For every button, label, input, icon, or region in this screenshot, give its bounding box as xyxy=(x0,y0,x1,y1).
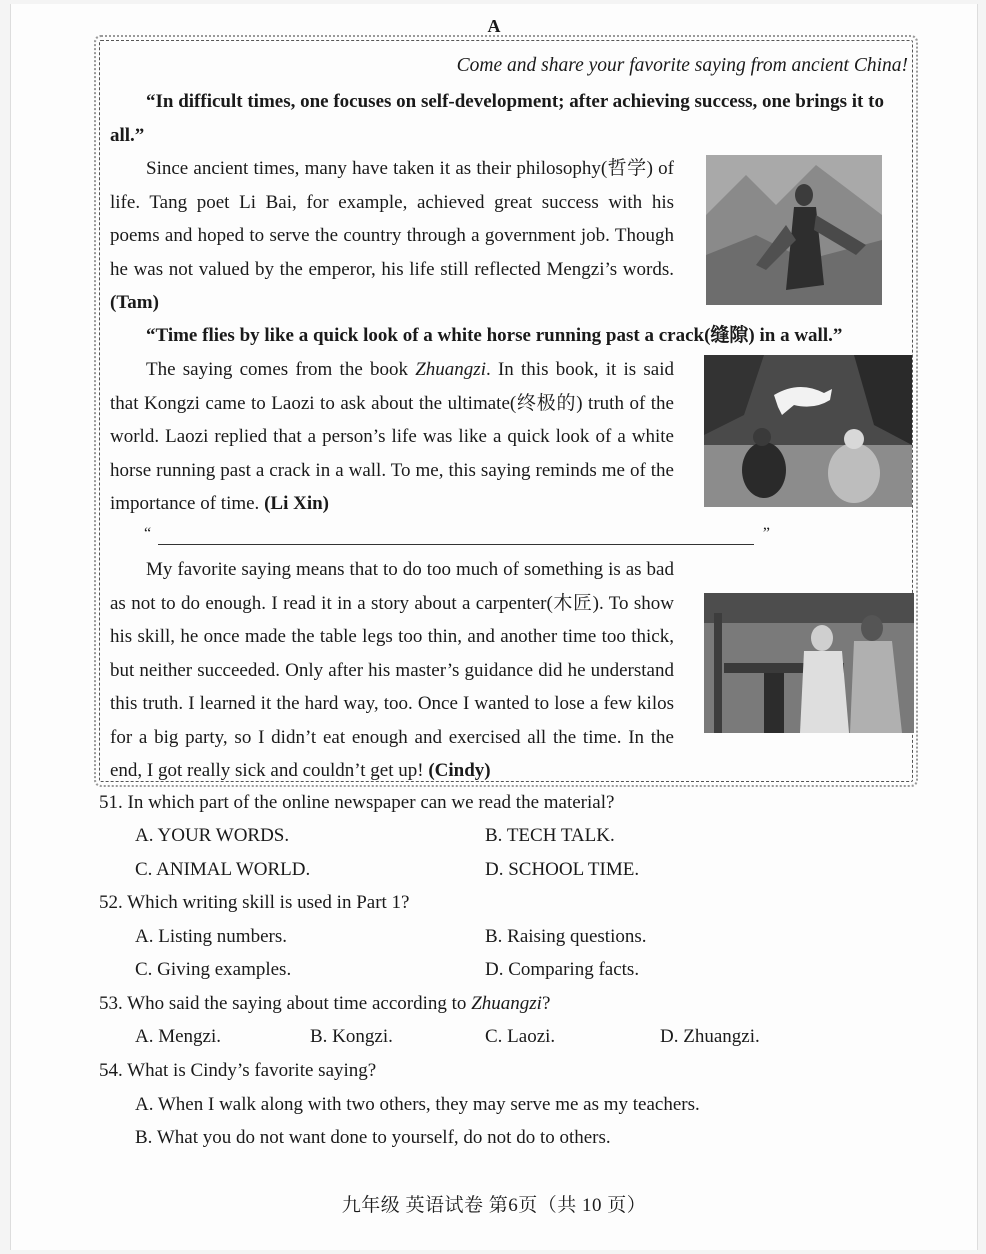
q52-option-c[interactable]: C. Giving examples. xyxy=(135,959,292,980)
close-quote: ” xyxy=(762,525,770,542)
q53-stem-before: 53. Who said the saying about time according to xyxy=(99,993,472,1014)
q52-option-b[interactable]: B. Raising questions. xyxy=(485,926,647,947)
part2-author: (Li Xin) xyxy=(264,493,329,514)
part3-author: (Cindy) xyxy=(428,760,491,781)
q53-book-title: Zhuangzi xyxy=(471,993,542,1014)
answer-blank[interactable] xyxy=(144,525,770,545)
carpenter-illustration xyxy=(704,593,914,733)
question-52: 52. Which writing skill is used in Part 1? xyxy=(99,892,410,913)
part2-text-before: The saying comes from the book xyxy=(146,359,416,380)
blank-rule xyxy=(158,544,754,545)
part2-text-after: . In this book, it is said that Kongzi came to Laozi to ask about the ultimate(终极的) truth of the world. Laozi replied that a person’s life was like a quick look of a white horse running past a crack in a wall. To me, this saying reminds me of the importance of time. xyxy=(110,359,674,514)
q51-option-d[interactable]: D. SCHOOL TIME. xyxy=(485,859,640,880)
q51-option-b[interactable]: B. TECH TALK. xyxy=(485,825,615,846)
part3-paragraph xyxy=(110,553,674,788)
q54-option-b[interactable]: B. What you do not want done to yourself, do not do to others. xyxy=(135,1127,611,1148)
part2-paragraph xyxy=(110,353,674,521)
section-letter: A xyxy=(487,16,501,36)
q53-option-c[interactable]: C. Laozi. xyxy=(485,1026,556,1047)
q53-option-b[interactable]: B. Kongzi. xyxy=(310,1026,393,1047)
white-horse-illustration xyxy=(704,355,912,507)
q51-option-a[interactable]: A. YOUR WORDS. xyxy=(135,825,290,846)
intro-line: Come and share your favorite saying from ancient China! xyxy=(456,55,908,76)
part1-text: Since ancient times, many have taken it as their philosophy(哲学) of life. Tang poet Li Bai, for example, achieved great success with his poems and hoped to serve the country through a government job. Though he was not valued by the emperor, his life still reflected Mengzi’s words. xyxy=(110,158,674,280)
q52-option-a[interactable]: A. Listing numbers. xyxy=(135,926,287,947)
page-footer: 九年级 英语试卷 第6页（共 10 页） xyxy=(341,1195,647,1216)
exam-page xyxy=(10,4,978,1250)
open-quote: “ xyxy=(144,525,152,542)
part1-paragraph xyxy=(110,152,674,320)
q53-option-a[interactable]: A. Mengzi. xyxy=(135,1026,222,1047)
q51-option-c[interactable]: C. ANIMAL WORLD. xyxy=(135,859,311,880)
question-53 xyxy=(99,993,550,1015)
part3-text: My favorite saying means that to do too much of something is as bad as not to do enough. I read it in a story about a carpenter(木匠). To show his skill, he once made the table legs too thin, and another time too thick, but neither succeeded. Only after his master’s guidance did he understand this truth. I learned it the hard way, too. Once I wanted to lose a few kilos for a big party, so I didn’t eat enough and exercised all the time. In the end, I got really sick and couldn’t get up! xyxy=(110,559,674,781)
part1-author: (Tam) xyxy=(110,292,159,313)
q54-option-a[interactable]: A. When I walk along with two others, they may serve me as my teachers. xyxy=(135,1094,700,1115)
question-54: 54. What is Cindy’s favorite saying? xyxy=(99,1060,377,1081)
reading-frame xyxy=(99,40,913,782)
li-bai-illustration xyxy=(706,155,882,305)
part2-book-title: Zhuangzi xyxy=(415,359,486,380)
q53-option-d[interactable]: D. Zhuangzi. xyxy=(660,1026,760,1047)
part1-saying: “In difficult times, one focuses on self-development; after achieving success, one brings it to all.” xyxy=(110,91,884,146)
part2-saying: “Time flies by like a quick look of a white horse running past a crack(缝隙) in a wall.” xyxy=(146,325,843,346)
question-51: 51. In which part of the online newspaper can we read the material? xyxy=(99,792,615,813)
q52-option-d[interactable]: D. Comparing facts. xyxy=(485,959,640,980)
q53-stem-after: ? xyxy=(541,993,551,1014)
